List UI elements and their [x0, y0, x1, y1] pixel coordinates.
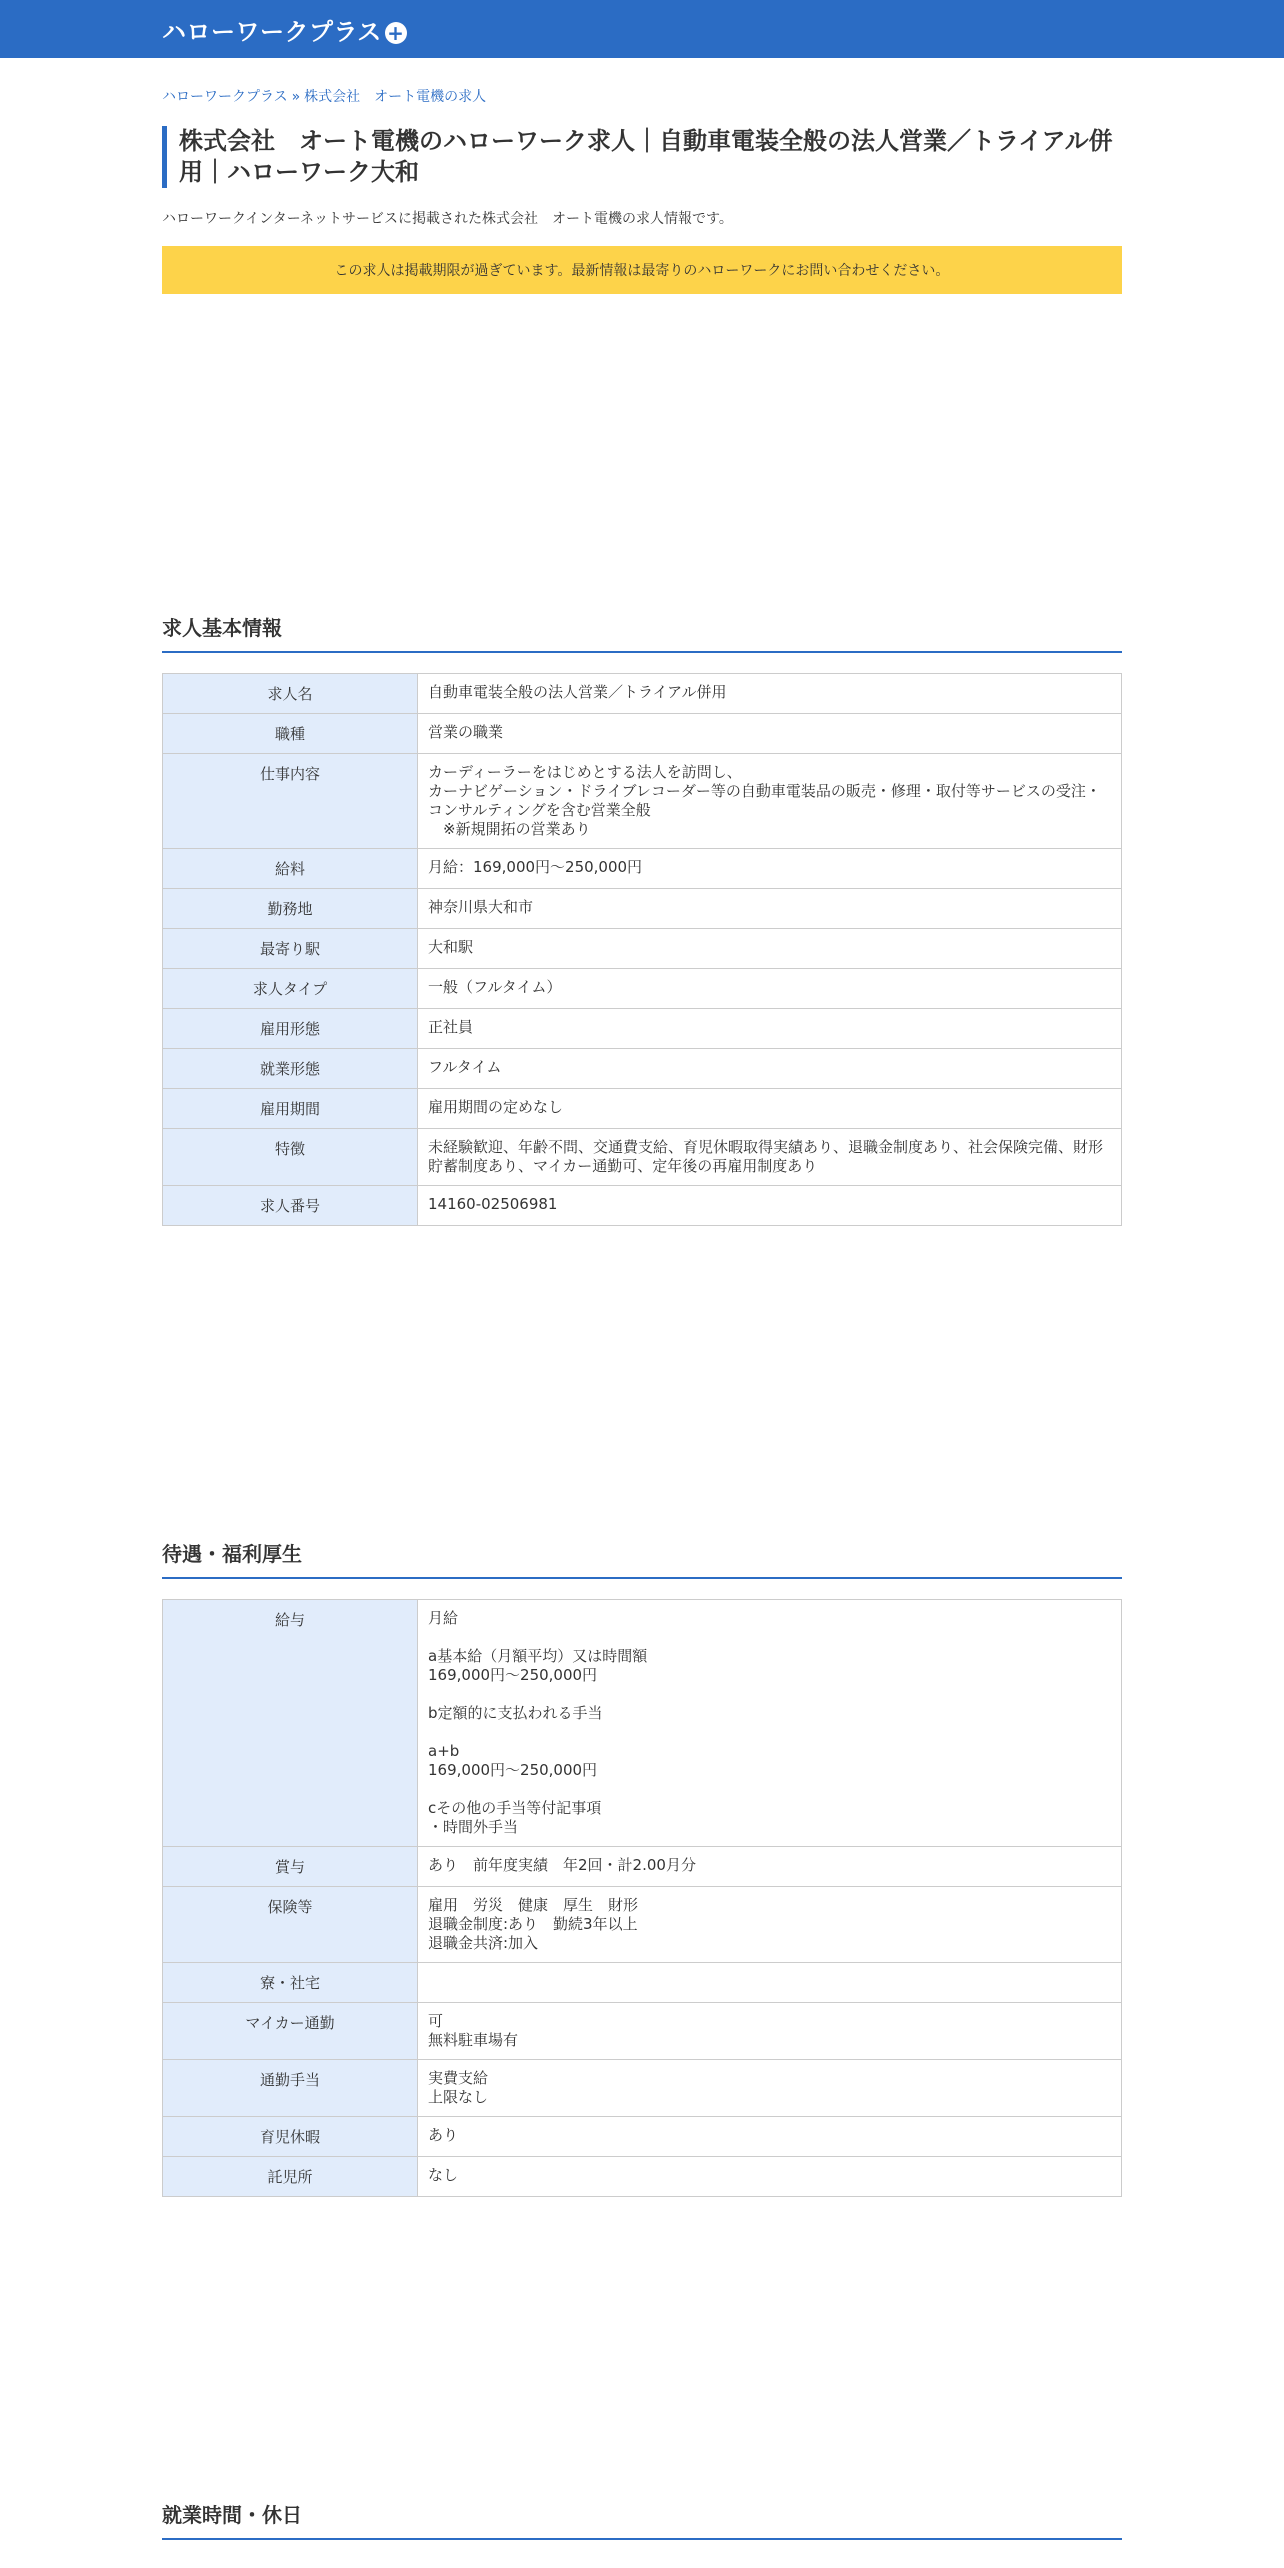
- table-row: [163, 1847, 1122, 1887]
- row-label: 勤務地: [163, 889, 418, 929]
- table-row: [163, 929, 1122, 969]
- section-title-hours-holidays: 就業時間・休日: [162, 2499, 1122, 2540]
- table-row: [163, 1963, 1122, 2003]
- plus-circle-icon: +: [385, 22, 407, 44]
- row-label: 求人名: [163, 674, 418, 714]
- table-row: [163, 889, 1122, 929]
- row-value: フルタイム: [418, 1049, 1122, 1089]
- row-value: 一般（フルタイム）: [418, 969, 1122, 1009]
- table-row: [163, 1186, 1122, 1226]
- table-row: [163, 1089, 1122, 1129]
- table-row: [163, 2003, 1122, 2060]
- row-value: 未経験歓迎、年齢不問、交通費支給、育児休暇取得実績あり、退職金制度あり、社会保険完備、財形貯蓄制度あり、マイカー通勤可、定年後の再雇用制度あり: [418, 1129, 1122, 1186]
- row-label: 給料: [163, 849, 418, 889]
- ad-space: [162, 294, 1122, 612]
- row-value: 営業の職業: [418, 714, 1122, 754]
- row-label: 求人番号: [163, 1186, 418, 1226]
- breadcrumb: [162, 86, 1122, 106]
- table-row: [163, 2117, 1122, 2157]
- table-row: [163, 849, 1122, 889]
- row-value: [418, 1963, 1122, 2003]
- row-value: 自動車電装全般の法人営業／トライアル併用: [418, 674, 1122, 714]
- row-value: あり: [418, 2117, 1122, 2157]
- breadcrumb-home-link[interactable]: ハローワークプラス: [162, 89, 288, 105]
- row-label: 育児休暇: [163, 2117, 418, 2157]
- section-title-benefits: 待遇・福利厚生: [162, 1538, 1122, 1579]
- page-title: 株式会社 オート電機のハローワーク求人｜自動車電装全般の法人営業／トライアル併用｜ハローワーク大和: [162, 126, 1122, 188]
- site-logo[interactable]: [162, 12, 407, 47]
- breadcrumb-separator: »: [291, 89, 301, 105]
- row-value: 正社員: [418, 1009, 1122, 1049]
- table-row: [163, 2060, 1122, 2117]
- row-value: 月給 a基本給（月額平均）又は時間額 169,000円～250,000円 b定額的に支払われる手当 a+b 169,000円～250,000円 cその他の手当等付記事項 ・時間外手当: [418, 1600, 1122, 1847]
- row-value: 可 無料駐車場有: [418, 2003, 1122, 2060]
- row-value: 雇用 労災 健康 厚生 財形 退職金制度:あり 勤続3年以上 退職金共済:加入: [418, 1887, 1122, 1963]
- intro-text: ハローワークインターネットサービスに掲載された株式会社 オート電機の求人情報です。: [162, 211, 733, 227]
- row-label: マイカー通勤: [163, 2003, 418, 2060]
- row-value: 14160-02506981: [418, 1186, 1122, 1226]
- ad-space: [162, 1226, 1122, 1538]
- site-logo-text[interactable]: ハローワークプラス: [162, 18, 382, 46]
- row-label: 求人タイプ: [163, 969, 418, 1009]
- row-value: 神奈川県大和市: [418, 889, 1122, 929]
- table-row: [163, 714, 1122, 754]
- row-label: 雇用形態: [163, 1009, 418, 1049]
- row-value: 実費支給 上限なし: [418, 2060, 1122, 2117]
- table-row: [163, 674, 1122, 714]
- row-label: 就業形態: [163, 1049, 418, 1089]
- table-row: [163, 1129, 1122, 1186]
- row-value: 月給：169,000円～250,000円: [418, 849, 1122, 889]
- table-row: [163, 1600, 1122, 1847]
- table-row: [163, 2157, 1122, 2197]
- row-label: 職種: [163, 714, 418, 754]
- row-value: カーディーラーをはじめとする法人を訪問し、 カーナビゲーション・ドライブレコーダー等の自動車電装品の販売・修理・取付等サービスの受注・コンサルティングを含む営業全般 ※新規開拓の営業あり: [418, 754, 1122, 849]
- row-value: 雇用期間の定めなし: [418, 1089, 1122, 1129]
- row-value: なし: [418, 2157, 1122, 2197]
- row-value: あり 前年度実績 年2回・計2.00月分: [418, 1847, 1122, 1887]
- section-title-basic-info: 求人基本情報: [162, 612, 1122, 653]
- expired-notice-banner: この求人は掲載期限が過ぎています。最新情報は最寄りのハローワークにお問い合わせください。: [162, 246, 1122, 294]
- top-header-bar: [0, 0, 1284, 58]
- row-label: 通勤手当: [163, 2060, 418, 2117]
- table-row: [163, 1009, 1122, 1049]
- row-label: 雇用期間: [163, 1089, 418, 1129]
- row-label: 保険等: [163, 1887, 418, 1963]
- row-label: 特徴: [163, 1129, 418, 1186]
- basic-info-table: [162, 673, 1122, 1226]
- ad-space: [162, 2197, 1122, 2499]
- row-label: 託児所: [163, 2157, 418, 2197]
- benefits-table: [162, 1599, 1122, 2197]
- row-label: 最寄り駅: [163, 929, 418, 969]
- row-label: 賞与: [163, 1847, 418, 1887]
- row-label: 寮・社宅: [163, 1963, 418, 2003]
- row-value: 大和駅: [418, 929, 1122, 969]
- row-label: 仕事内容: [163, 754, 418, 849]
- main-content: [162, 86, 1122, 2540]
- row-label: 給与: [163, 1600, 418, 1847]
- table-row: [163, 1049, 1122, 1089]
- table-row: [163, 969, 1122, 1009]
- table-row: [163, 754, 1122, 849]
- breadcrumb-current-link[interactable]: 株式会社 オート電機の求人: [304, 89, 487, 105]
- table-row: [163, 1887, 1122, 1963]
